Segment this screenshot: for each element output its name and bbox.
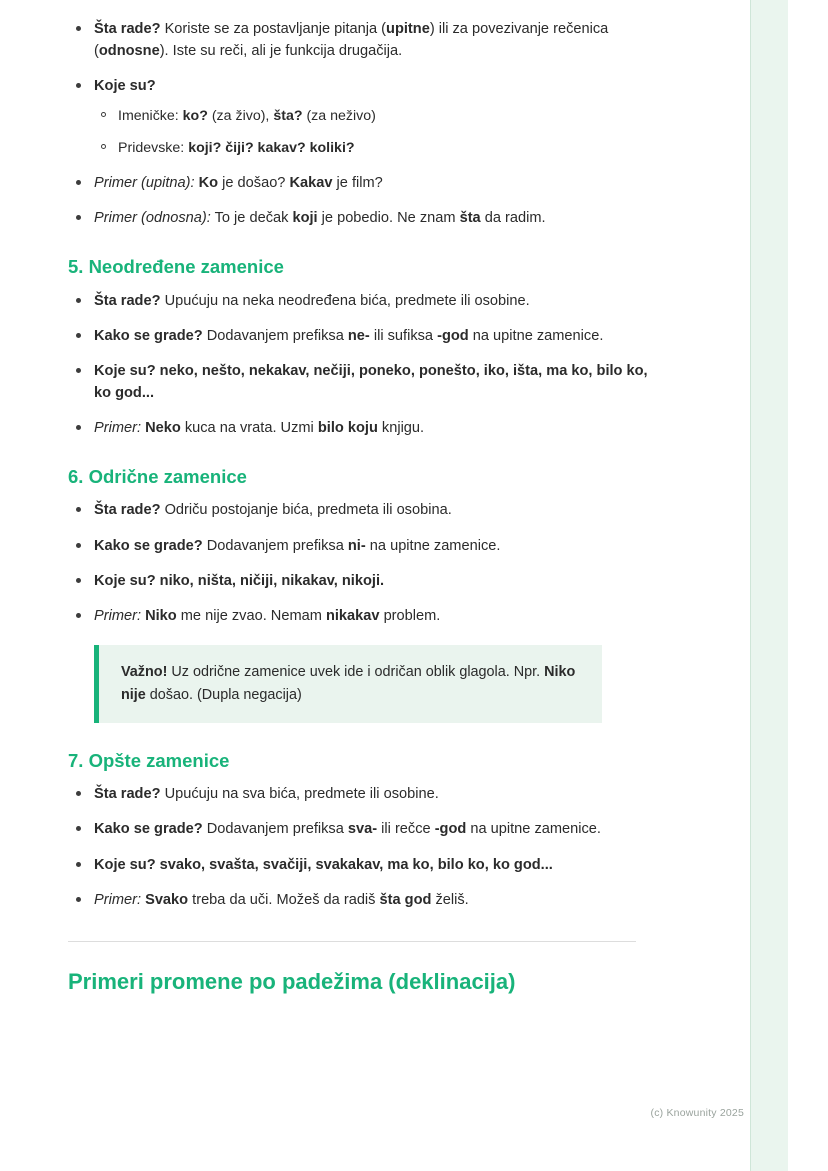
callout-text: Uz odrične zamenice uvek ide i odričan oblik glagola. Npr.	[167, 664, 545, 681]
item-bold: Neko	[141, 420, 181, 437]
callout-label: Važno!	[121, 664, 168, 681]
item-lead: Šta rade?	[94, 786, 161, 803]
item-text: treba da uči. Možeš da radiš	[188, 891, 380, 908]
list-item	[68, 207, 668, 229]
list-item	[68, 499, 668, 521]
item-text: na upitne zamenice.	[365, 537, 501, 554]
item-bold: Svako	[141, 891, 189, 908]
list-item	[68, 854, 668, 876]
item-text: želiš.	[431, 891, 469, 908]
list-item	[68, 570, 668, 592]
item-text: na upitne zamenice.	[468, 327, 604, 344]
list-opste	[68, 783, 668, 911]
item-lead: Šta rade?	[94, 502, 161, 519]
item-text: da radim.	[480, 210, 546, 227]
item-text: Dodavanjem prefiksa	[202, 327, 348, 344]
list-item	[68, 18, 668, 62]
item-lead: Šta rade?	[94, 21, 161, 37]
section-heading-neodredjene: 5. Neodređene zamenice	[68, 256, 284, 278]
item-italic-lead: Primer (upitna):	[94, 175, 195, 192]
item-text: Koriste se za postavljanje pitanja (	[160, 21, 387, 37]
list-item	[68, 889, 668, 911]
item-text: Upućuju na sva bića, predmete ili osobine.	[160, 786, 439, 803]
item-italic-lead: Primer:	[94, 420, 142, 437]
item-emphasis: upitne	[386, 21, 430, 37]
list-item	[68, 783, 668, 805]
item-bold: nikakav	[325, 607, 380, 624]
item-text: kuca na vrata. Uzmi	[180, 420, 318, 437]
item-text: ). Iste su reči, ali je funkcija drugačija.	[159, 43, 403, 60]
list-item	[68, 417, 668, 439]
item-italic-lead: Primer:	[94, 607, 142, 624]
list-item	[68, 75, 668, 159]
item-lead: Kako se grade?	[94, 821, 203, 838]
item-text: Upućuju na neka neodređena bića, predmete ili osobine.	[160, 292, 530, 309]
item-text: Dodavanjem prefiksa	[202, 537, 348, 554]
item-text: To je dečak	[210, 210, 293, 227]
item-bold-line: Koje su? niko, ništa, ničiji, nikakav, nikoji.	[94, 572, 385, 589]
item-bold: Kakav	[289, 175, 333, 192]
item-bold: šta god	[379, 891, 432, 908]
item-italic-lead: Primer:	[94, 891, 142, 908]
heading-deklinacija: Primeri promene po padežima (deklinacija)	[68, 968, 516, 994]
sub-text: (za živo),	[207, 107, 274, 124]
section-heading-odricne: 6. Odrične zamenice	[68, 466, 247, 488]
footer-credit: (c) Knowunity 2025	[650, 1107, 744, 1119]
callout-important	[94, 645, 602, 723]
sub-bold: ko?	[182, 107, 208, 124]
item-bold: Ko	[194, 175, 219, 192]
item-text: Odriču postojanje bića, predmeta ili osobina.	[160, 502, 452, 519]
section-divider	[68, 941, 636, 942]
sub-text: (za neživo)	[302, 107, 376, 124]
item-bold: -god	[434, 821, 467, 838]
list-item	[68, 535, 668, 557]
sub-list-item	[94, 106, 668, 127]
sub-text: Imeničke:	[118, 107, 183, 124]
item-italic-lead: Primer (odnosna):	[94, 210, 211, 227]
item-text: ili sufiksa	[369, 327, 438, 344]
list-item	[68, 360, 668, 404]
item-text: knjigu.	[377, 420, 425, 437]
list-item	[68, 172, 668, 194]
sub-list	[94, 106, 668, 160]
section-heading-opste: 7. Opšte zamenice	[68, 750, 230, 772]
item-bold: ni-	[347, 537, 366, 554]
item-bold: sva-	[347, 821, 378, 838]
item-text: problem.	[379, 607, 441, 624]
item-text: Dodavanjem prefiksa	[202, 821, 348, 838]
callout-text: došao. (Dupla negacija)	[145, 687, 302, 704]
list-odricne	[68, 499, 668, 627]
item-bold: koji	[292, 210, 318, 227]
item-bold: ne-	[347, 327, 370, 344]
item-bold-line: Koje su? svako, svašta, svačiji, svakakav, ma ko, bilo ko, ko god...	[94, 856, 553, 873]
item-text: je film?	[332, 175, 383, 192]
right-side-strip	[750, 0, 788, 1171]
list-interrogative-relative	[68, 18, 668, 229]
item-lead: Kako se grade?	[94, 537, 203, 554]
list-item	[68, 325, 668, 347]
item-lead: Šta rade?	[94, 292, 161, 309]
document-content	[68, 18, 668, 1007]
item-bold: Niko	[141, 607, 177, 624]
item-lead: Kako se grade?	[94, 327, 203, 344]
list-neodredjene	[68, 290, 668, 440]
item-text: me nije zvao. Nemam	[176, 607, 326, 624]
item-text: ili rečce	[377, 821, 435, 838]
list-item	[68, 290, 668, 312]
sub-bold: šta?	[273, 107, 303, 124]
item-bold: bilo koju	[317, 420, 378, 437]
item-text: na upitne zamenice.	[466, 821, 601, 838]
item-emphasis: odnosne	[98, 43, 160, 60]
item-text: je došao?	[218, 175, 290, 192]
sub-list-item	[94, 138, 668, 159]
list-item	[68, 818, 668, 840]
item-bold: šta	[459, 210, 481, 227]
item-bold-line: Koje su? neko, nešto, nekakav, nečiji, poneko, ponešto, iko, išta, ma ko, bilo ko, ko god...	[94, 362, 648, 402]
sub-bold: koji? čiji? kakav? koliki?	[188, 139, 355, 156]
list-item	[68, 605, 668, 627]
item-text: je pobedio. Ne znam	[317, 210, 460, 227]
callout-bold: Niko nije	[121, 664, 576, 704]
document-sheet	[40, 0, 788, 1171]
item-text: ) ili za povezivanje rečenica (	[94, 21, 609, 60]
sub-text: Pridevske:	[118, 139, 189, 156]
item-lead: Koje su?	[94, 78, 156, 95]
item-bold: -god	[437, 327, 469, 344]
